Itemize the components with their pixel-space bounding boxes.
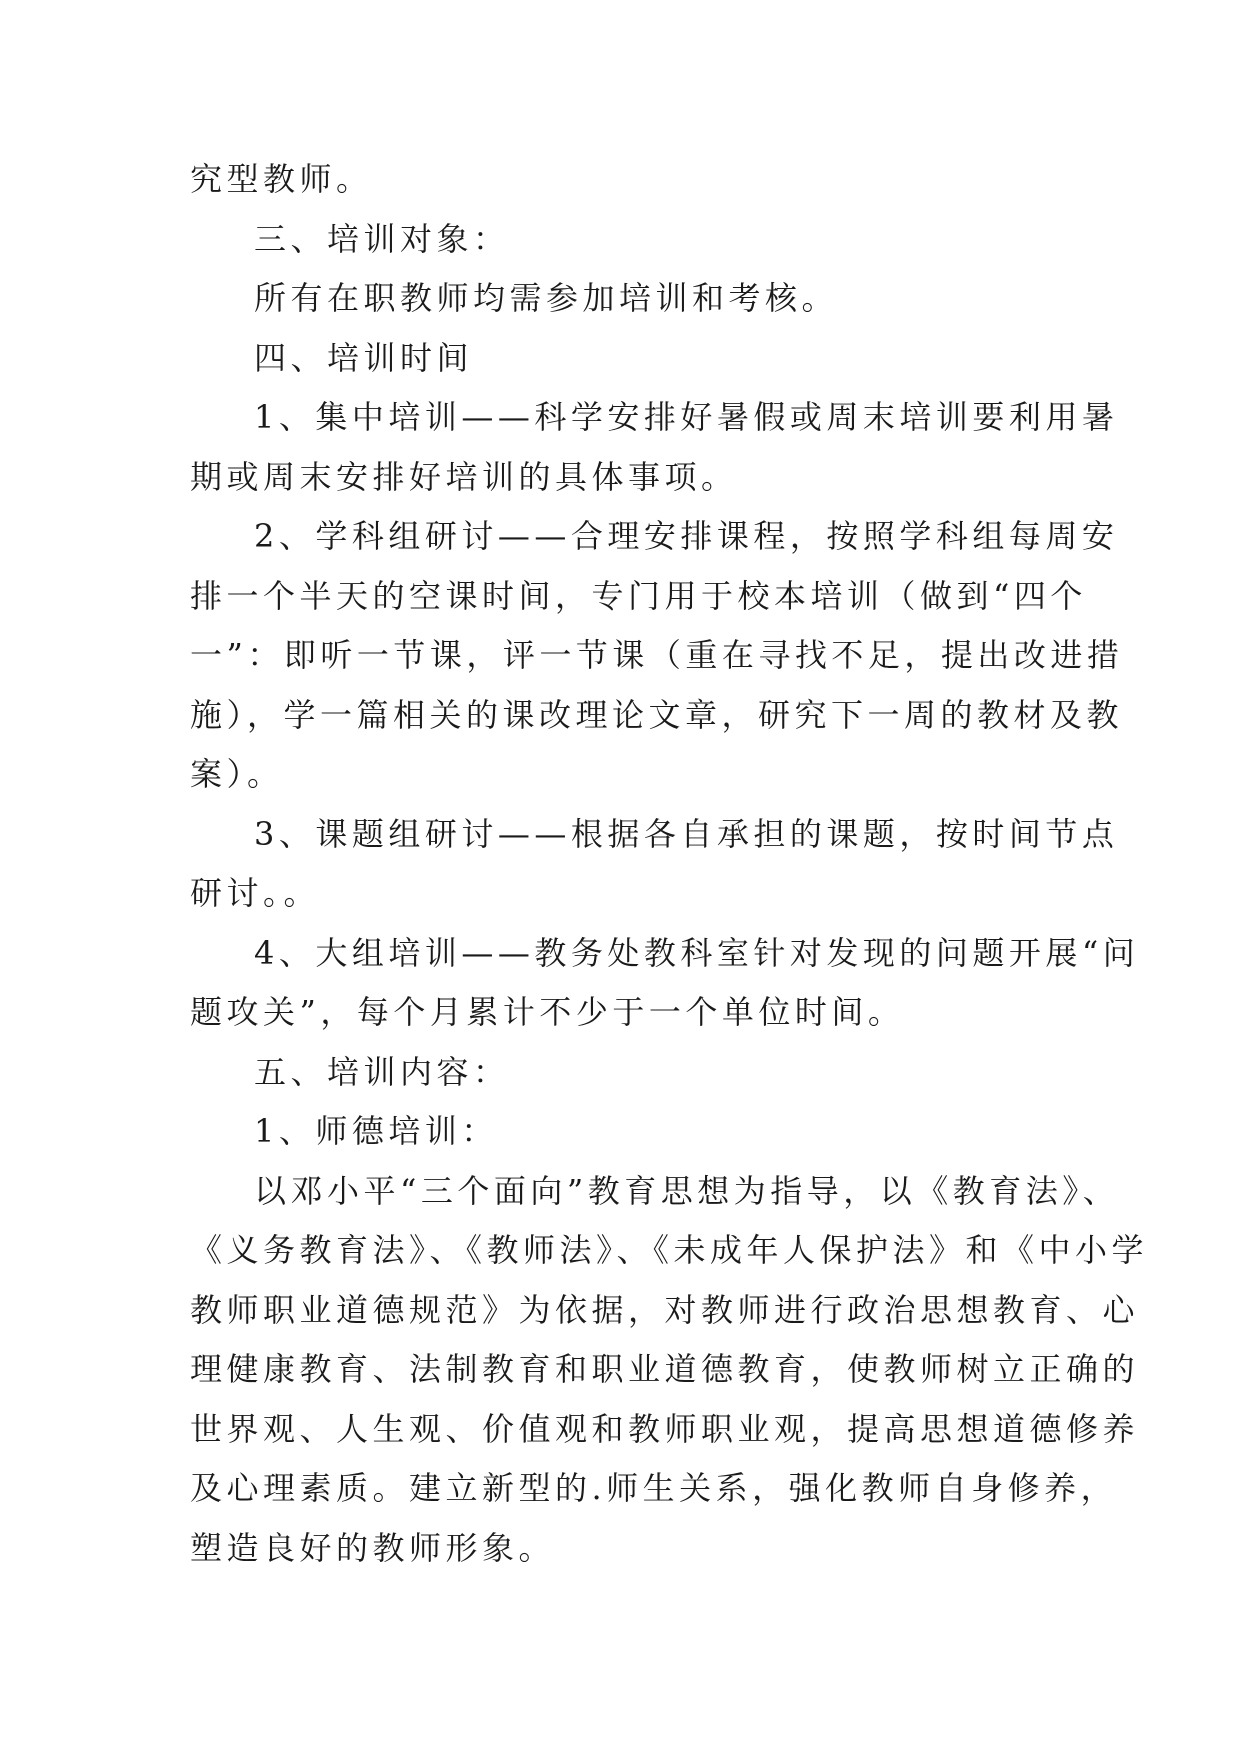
text-line-8: 排一个半天的空课时间，专门用于校本培训（做到“四个 bbox=[190, 576, 1087, 615]
text-line-12: 3、课题组研讨——根据各自承担的课题，按时间节点 bbox=[254, 814, 1119, 853]
section-heading-training-time: 四、培训时间 bbox=[254, 338, 474, 377]
text-line-3: 所有在职教师均需参加培训和考核。 bbox=[254, 279, 839, 317]
text-line-21: 理健康教育、法制教育和职业道德教育，使教师树立正确的 bbox=[190, 1350, 1140, 1388]
text-line-19: 《义务教育法》、《教师法》、《未成年人保护法》和《中小学 bbox=[190, 1231, 1149, 1269]
subheading-ethics-training: 1、师德培训： bbox=[254, 1112, 498, 1150]
text-line-7: 2、学科组研讨——合理安排课程，按照学科组每周安 bbox=[254, 517, 1119, 555]
text-line-15: 题攻关”，每个月累计不少于一个单位时间。 bbox=[190, 993, 905, 1031]
text-line-6: 期或周末安排好培训的具体事项。 bbox=[190, 457, 738, 496]
document-body bbox=[190, 150, 1149, 1578]
text-line-20: 教师职业道德规范》为依据，对教师进行政治思想教育、心 bbox=[190, 1290, 1140, 1329]
section-heading-training-content: 五、培训内容： bbox=[254, 1052, 510, 1091]
text-line-5: 1、集中培训——科学安排好暑假或周末培训要利用暑 bbox=[254, 398, 1119, 436]
text-line-13: 研讨。。 bbox=[190, 874, 321, 912]
text-line-22: 世界观、人生观、价值观和教师职业观，提高思想道德修养 bbox=[190, 1409, 1140, 1448]
text-line-18: 以邓小平“三个面向”教育思想为指导，以《教育法》、 bbox=[254, 1171, 1120, 1210]
text-line-14: 4、大组培训——教务处教科室针对发现的问题开展“问 bbox=[254, 933, 1140, 972]
text-line-24: 塑造良好的教师形象。 bbox=[190, 1528, 556, 1567]
section-heading-training-targets: 三、培训对象： bbox=[254, 219, 510, 258]
text-line-11: 案）。 bbox=[190, 755, 284, 793]
text-line-23: 及心理素质。建立新型的.师生关系，强化教师自身修养， bbox=[190, 1469, 1118, 1507]
text-line-10: 施），学一篇相关的课改理论文章，研究下一周的教材及教 bbox=[190, 695, 1124, 734]
text-line-9: 一”：即听一节课，评一节课（重在寻找不足，提出改进措 bbox=[190, 636, 1124, 674]
text-line-1: 究型教师。 bbox=[190, 160, 373, 198]
